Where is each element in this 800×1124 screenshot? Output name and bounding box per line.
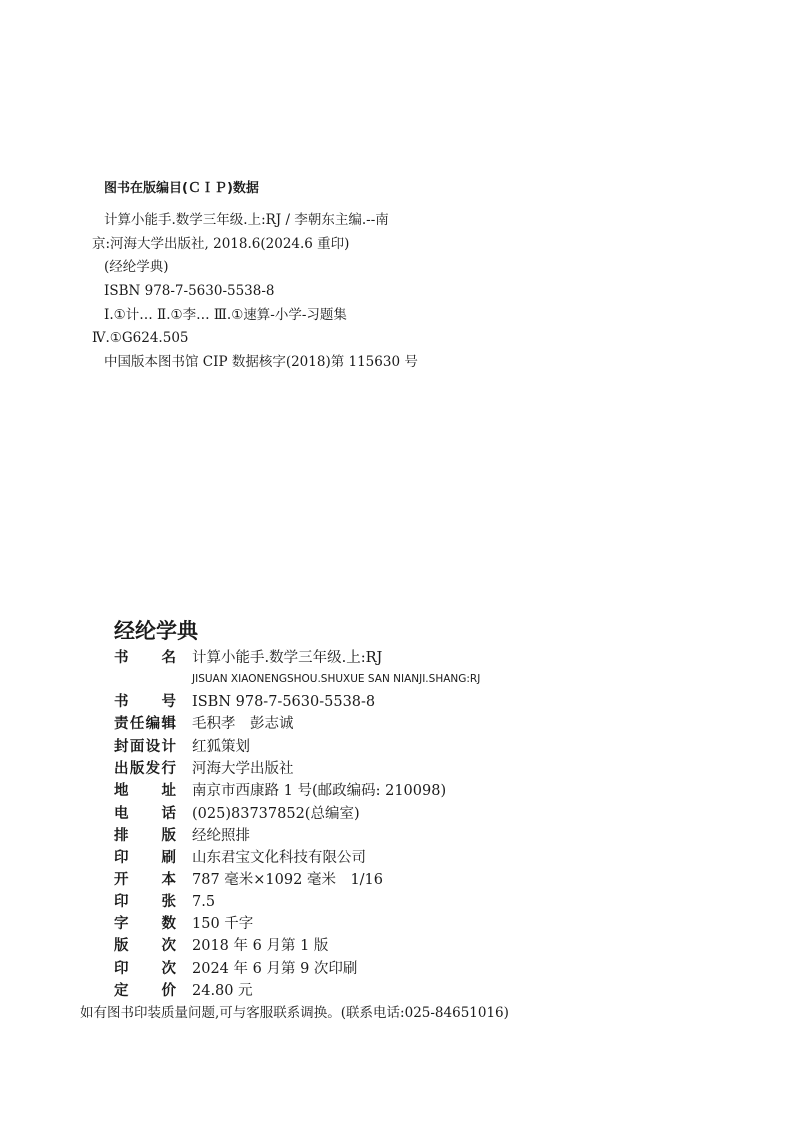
imprint-value: 毛积孝 彭志诚 [192,716,294,732]
cip-line: 计算小能手.数学三年级.上:RJ / 李朝东主编.--南 [104,212,389,228]
imprint-row [114,759,714,781]
imprint-value: 150 千字 [192,916,254,932]
pinyin-title: JISUAN XIAONENGSHOU.SHUXUE SAN NIANJI.SHANG:RJ [192,673,481,685]
imprint-label: 印刷 [114,850,176,866]
imprint-value: 红狐策划 [192,739,250,755]
imprint-value: 787 毫米×1092 毫米 1/16 [192,872,384,888]
imprint-value: 经纶照排 [192,828,250,844]
imprint-value: 河海大学出版社 [192,761,294,777]
imprint-label: 责任编辑 [114,716,176,732]
imprint-row [114,714,714,736]
imprint-row [114,737,714,759]
cip-title: 图书在版编目(ＣＩＰ)数据 [104,181,259,196]
imprint-label: 版次 [114,938,176,954]
cip-line: Ⅰ.①计… Ⅱ.①李… Ⅲ.①速算-小学-习题集 [104,307,347,323]
imprint-label: 开本 [114,872,176,888]
imprint-row [114,848,714,870]
imprint-label: 电话 [114,806,176,822]
imprint-value: 南京市西康路 1 号(邮政编码: 210098) [192,783,447,799]
cip-line: 京:河海大学出版社, 2018.6(2024.6 重印) [92,236,350,252]
cip-line: Ⅳ.①G624.505 [92,330,189,346]
imprint-row [114,914,714,936]
imprint-row [114,936,714,958]
imprint-value: ISBN 978-7-5630-5538-8 [192,694,376,710]
cip-line: ISBN 978-7-5630-5538-8 [104,283,275,299]
imprint-label: 定价 [114,983,176,999]
cip-line: (经纶学典) [104,259,169,275]
imprint-row [114,892,714,914]
imprint-row [114,804,714,826]
imprint-value: 山东君宝文化科技有限公司 [192,850,366,866]
imprint-row [114,826,714,848]
imprint-value: 24.80 元 [192,983,253,999]
imprint-value: 计算小能手.数学三年级.上:RJ [192,650,383,666]
series-title: 经纶学典 [114,618,198,643]
imprint-value: (025)83737852(总编室) [192,806,360,822]
service-note: 如有图书印装质量问题,可与客服联系调换。(联系电话:025-84651016) [80,1005,509,1021]
imprint-value: 7.5 [192,894,216,910]
imprint-label: 出版发行 [114,761,176,777]
imprint-label: 书名 [114,650,176,666]
imprint-row [114,870,714,892]
imprint-value: 2024 年 6 月第 9 次印刷 [192,961,358,977]
imprint-label: 排版 [114,828,176,844]
imprint-row [114,981,714,1003]
imprint-label: 地址 [114,783,176,799]
imprint-label: 印张 [114,894,176,910]
imprint-row [114,648,714,670]
imprint-label: 封面设计 [114,739,176,755]
imprint-value: 2018 年 6 月第 1 版 [192,938,329,954]
imprint-label: 印次 [114,961,176,977]
imprint-row [114,692,714,714]
cip-line: 中国版本图书馆 CIP 数据核字(2018)第 115630 号 [104,354,418,370]
imprint-label: 书号 [114,694,176,710]
imprint-label: 字数 [114,916,176,932]
imprint-row [114,781,714,803]
imprint-row [114,959,714,981]
